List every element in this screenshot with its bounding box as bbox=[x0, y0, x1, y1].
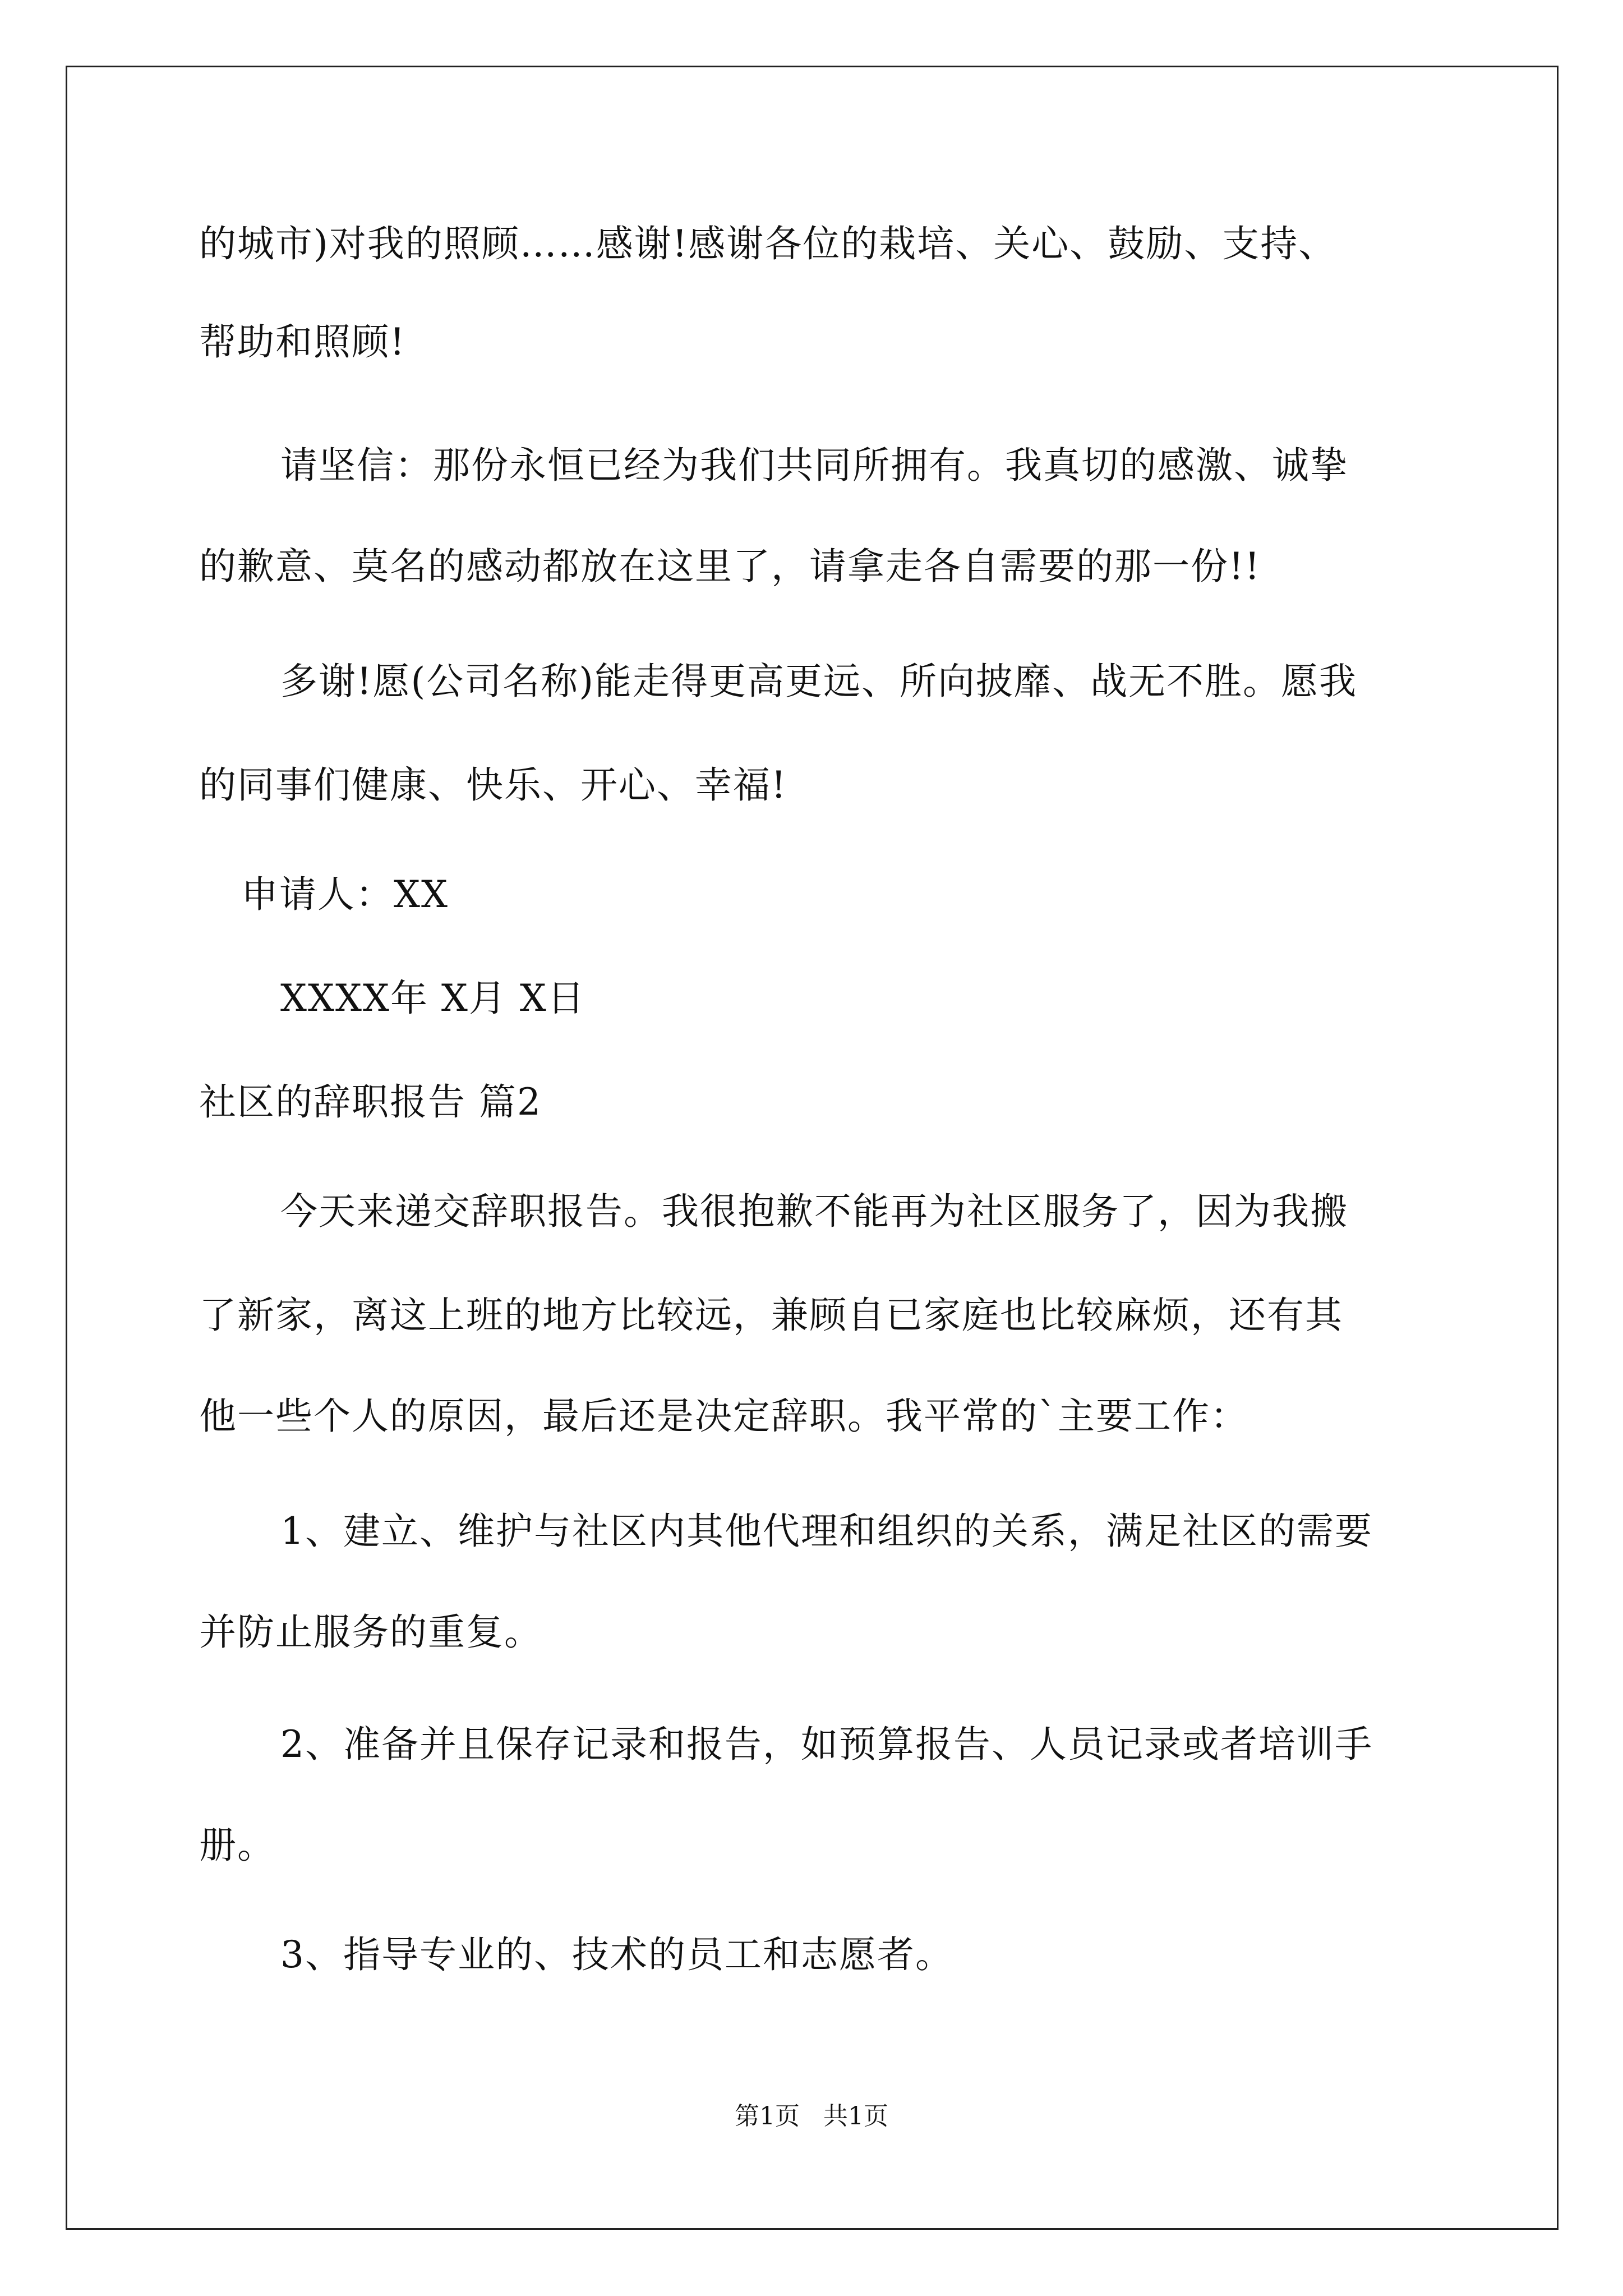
date-line: XXXX年 X月 X日 bbox=[280, 977, 585, 1020]
signer-line: 申请人：XX bbox=[241, 873, 449, 916]
list-item-2-line-1: 2、准备并且保存记录和报告，如预算报告、人员记录或者培训手 bbox=[280, 1723, 1373, 1766]
section-title: 社区的辞职报告 篇2 bbox=[199, 1080, 542, 1124]
paragraph-line-7: 今天来递交辞职报告。我很抱歉不能再为社区服务了，因为我搬 bbox=[280, 1190, 1348, 1233]
paragraph-line-8: 了新家，离这上班的地方比较远，兼顾自已家庭也比较麻烦，还有其 bbox=[199, 1294, 1343, 1337]
page-border bbox=[66, 66, 1559, 2230]
paragraph-line-6: 的同事们健康、快乐、开心、幸福! bbox=[199, 763, 787, 807]
paragraph-line-4: 的歉意、莫名的感动都放在这里了，请拿走各自需要的那一份!! bbox=[199, 545, 1261, 588]
list-item-1-line-2: 并防止服务的重复。 bbox=[199, 1611, 542, 1654]
list-item-2-line-2: 册。 bbox=[199, 1824, 275, 1867]
paragraph-line-1: 的城市)对我的照顾……感谢!感谢各位的栽培、关心、鼓励、支持、 bbox=[199, 222, 1337, 265]
paragraph-line-5: 多谢!愿(公司名称)能走得更高更远、所向披靡、战无不胜。愿我 bbox=[280, 660, 1358, 703]
paragraph-line-3: 请坚信：那份永恒已经为我们共同所拥有。我真切的感激、诚挚 bbox=[280, 444, 1348, 487]
paragraph-line-2: 帮助和照顾! bbox=[199, 320, 406, 364]
page-number-footer: 第1页 共1页 bbox=[735, 2102, 888, 2131]
paragraph-line-9: 他一些个人的原因，最后还是决定辞职。我平常的`主要工作： bbox=[199, 1395, 1248, 1438]
list-item-1-line-1: 1、建立、维护与社区内其他代理和组织的关系，满足社区的需要 bbox=[280, 1510, 1373, 1553]
list-item-3: 3、指导专业的、技术的员工和志愿者。 bbox=[280, 1933, 953, 1976]
